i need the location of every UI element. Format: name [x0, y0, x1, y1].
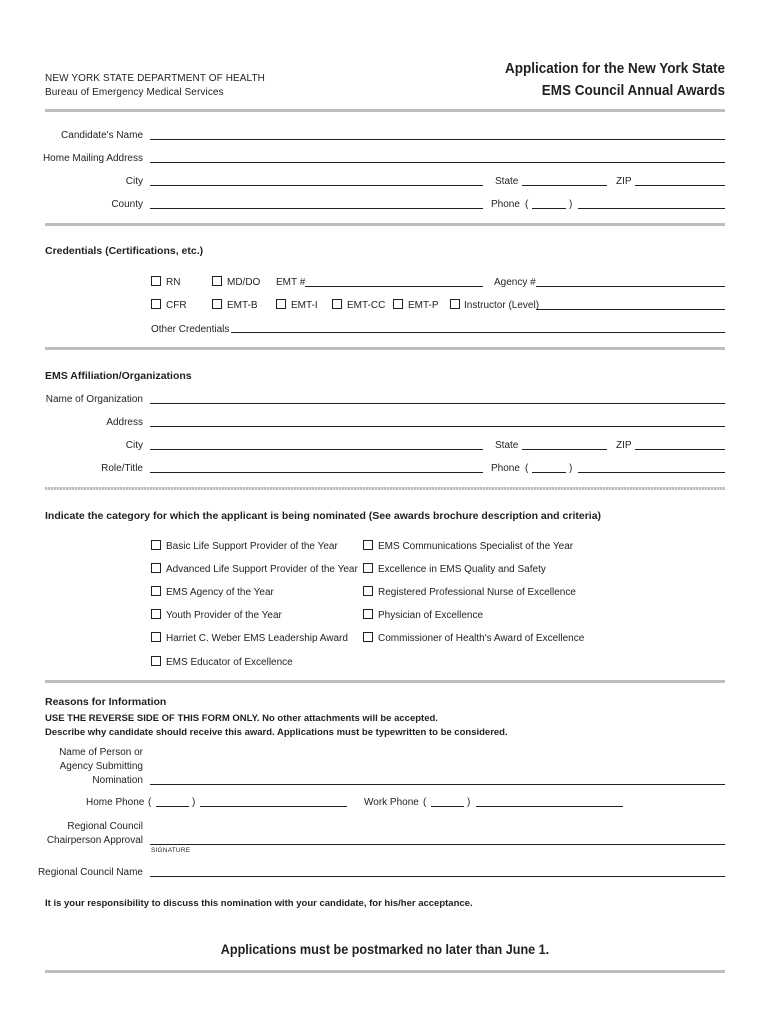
phone-area-code-field[interactable] — [532, 208, 566, 209]
section-divider — [45, 223, 725, 226]
org-phone-number-field[interactable] — [578, 472, 725, 473]
category-checkbox-als[interactable] — [151, 563, 161, 573]
nominator-label-line3: Nomination — [92, 775, 143, 786]
home-phone-area-code-field[interactable] — [156, 806, 189, 807]
emt-cc-checkbox[interactable] — [332, 299, 342, 309]
work-phone-field[interactable] — [476, 806, 623, 807]
emt-number-label: EMT # — [276, 277, 306, 288]
reverse-side-instruction: USE THE REVERSE SIDE OF THIS FORM ONLY. No other attachments will be accepted. — [45, 713, 438, 724]
section-divider — [45, 109, 725, 112]
affiliation-heading: EMS Affiliation/Organizations — [45, 370, 192, 382]
home-phone-paren-close: ) — [192, 797, 196, 808]
emt-b-checkbox[interactable] — [212, 299, 222, 309]
emt-b-label: EMT-B — [227, 300, 258, 311]
category-label: Harriet C. Weber EMS Leadership Award — [166, 633, 348, 644]
responsibility-note: It is your responsibility to discuss this nomination with your candidate, for his/her acceptance. — [45, 898, 473, 909]
category-heading: Indicate the category for which the applicant is being nominated (See awards brochure description and criteria) — [45, 510, 602, 522]
nominator-field[interactable] — [150, 784, 725, 785]
instructor-level-field[interactable] — [536, 309, 725, 310]
home-phone-label: Home Phone — [86, 797, 145, 808]
state-label: State — [495, 176, 519, 187]
nominator-label-line2: Agency Submitting — [59, 761, 143, 772]
section-divider — [45, 970, 725, 973]
org-address-field[interactable] — [150, 426, 725, 427]
reasons-heading: Reasons for Information — [45, 696, 167, 708]
org-state-field[interactable] — [522, 449, 607, 450]
category-checkbox-educator[interactable] — [151, 656, 161, 666]
rn-checkbox[interactable] — [151, 276, 161, 286]
county-label: County — [111, 199, 143, 210]
council-approval-label-line2: Chairperson Approval — [46, 835, 143, 846]
category-label: EMS Communications Specialist of the Year — [378, 541, 574, 552]
cfr-checkbox[interactable] — [151, 299, 161, 309]
form-title-line2: EMS Council Annual Awards — [541, 82, 725, 99]
mddo-label: MD/DO — [227, 277, 261, 288]
category-checkbox-youth[interactable] — [151, 609, 161, 619]
department-name: NEW YORK STATE DEPARTMENT OF HEALTH — [45, 73, 266, 84]
emt-cc-label: EMT-CC — [347, 300, 386, 311]
form-title-line1: Application for the New York State — [504, 60, 725, 77]
work-phone-area-code-field[interactable] — [431, 806, 464, 807]
postmark-deadline: Applications must be postmarked no later than June 1. — [220, 941, 550, 957]
category-label: EMS Agency of the Year — [166, 587, 274, 598]
phone-paren-close: ) — [569, 199, 573, 210]
emt-p-label: EMT-P — [408, 300, 439, 311]
category-label: Registered Professional Nurse of Excellence — [378, 587, 576, 598]
category-checkbox-bls[interactable] — [151, 540, 161, 550]
zip-label: ZIP — [616, 176, 632, 187]
work-phone-paren-open: ( — [423, 797, 427, 808]
credentials-heading: Credentials (Certifications, etc.) — [45, 245, 204, 257]
category-checkbox-quality[interactable] — [363, 563, 373, 573]
candidate-name-field[interactable] — [150, 139, 725, 140]
work-phone-label: Work Phone — [364, 797, 419, 808]
org-address-label: Address — [106, 417, 143, 428]
category-label: Youth Provider of the Year — [166, 610, 282, 621]
category-checkbox-communications[interactable] — [363, 540, 373, 550]
emt-i-label: EMT-I — [291, 300, 318, 311]
other-credentials-field[interactable] — [231, 332, 725, 333]
org-phone-paren-close: ) — [569, 463, 573, 474]
phone-number-field[interactable] — [578, 208, 725, 209]
organization-name-field[interactable] — [150, 403, 725, 404]
city-label: City — [125, 176, 143, 187]
state-field[interactable] — [522, 185, 607, 186]
mddo-checkbox[interactable] — [212, 276, 222, 286]
nominator-label-line1: Name of Person or — [59, 747, 143, 758]
emt-i-checkbox[interactable] — [276, 299, 286, 309]
phone-paren-open: ( — [525, 199, 529, 210]
category-checkbox-agency[interactable] — [151, 586, 161, 596]
council-name-label: Regional Council Name — [37, 867, 143, 878]
org-phone-label: Phone — [491, 463, 520, 474]
category-checkbox-commissioner[interactable] — [363, 632, 373, 642]
work-phone-paren-close: ) — [467, 797, 471, 808]
category-checkbox-nurse[interactable] — [363, 586, 373, 596]
agency-number-field[interactable] — [536, 286, 725, 287]
category-label: Physician of Excellence — [378, 610, 484, 621]
home-address-label: Home Mailing Address — [42, 153, 143, 164]
council-name-field[interactable] — [150, 876, 725, 877]
home-phone-field[interactable] — [200, 806, 347, 807]
city-field[interactable] — [150, 185, 483, 186]
category-label: Basic Life Support Provider of the Year — [166, 541, 338, 552]
org-state-label: State — [495, 440, 519, 451]
category-checkbox-leadership[interactable] — [151, 632, 161, 642]
category-label: Excellence in EMS Quality and Safety — [378, 564, 546, 575]
org-city-field[interactable] — [150, 449, 483, 450]
category-checkbox-physician[interactable] — [363, 609, 373, 619]
category-label: Advanced Life Support Provider of the Year — [166, 564, 358, 575]
bureau-name: Bureau of Emergency Medical Services — [45, 87, 224, 98]
zip-field[interactable] — [635, 185, 725, 186]
org-city-label: City — [125, 440, 143, 451]
home-phone-paren-open: ( — [148, 797, 152, 808]
org-zip-label: ZIP — [616, 440, 632, 451]
cfr-label: CFR — [166, 300, 187, 311]
agency-number-label: Agency # — [494, 277, 536, 288]
org-zip-field[interactable] — [635, 449, 725, 450]
phone-label: Phone — [491, 199, 520, 210]
category-label: EMS Educator of Excellence — [166, 657, 293, 668]
emt-p-checkbox[interactable] — [393, 299, 403, 309]
category-label: Commissioner of Health's Award of Excellence — [378, 633, 585, 644]
candidate-name-label: Candidate's Name — [61, 130, 143, 141]
describe-instruction: Describe why candidate should receive this award. Applications must be typewritten to be considered. — [45, 727, 508, 738]
rn-label: RN — [166, 277, 181, 288]
emt-number-field[interactable] — [305, 286, 483, 287]
signature-caption: SIGNATURE — [151, 847, 191, 854]
council-approval-label-line1: Regional Council — [67, 821, 143, 832]
section-divider — [45, 347, 725, 350]
section-divider — [45, 487, 725, 490]
instructor-label: Instructor (Level) — [464, 300, 540, 311]
org-phone-area-code-field[interactable] — [532, 472, 566, 473]
home-address-field[interactable] — [150, 162, 725, 163]
organization-name-label: Name of Organization — [45, 394, 143, 405]
instructor-checkbox[interactable] — [450, 299, 460, 309]
org-phone-paren-open: ( — [525, 463, 529, 474]
section-divider — [45, 680, 725, 683]
role-title-label: Role/Title — [101, 463, 143, 474]
other-credentials-label: Other Credentials — [151, 324, 230, 335]
role-title-field[interactable] — [150, 472, 483, 473]
county-field[interactable] — [150, 208, 483, 209]
council-signature-field[interactable] — [150, 844, 725, 845]
